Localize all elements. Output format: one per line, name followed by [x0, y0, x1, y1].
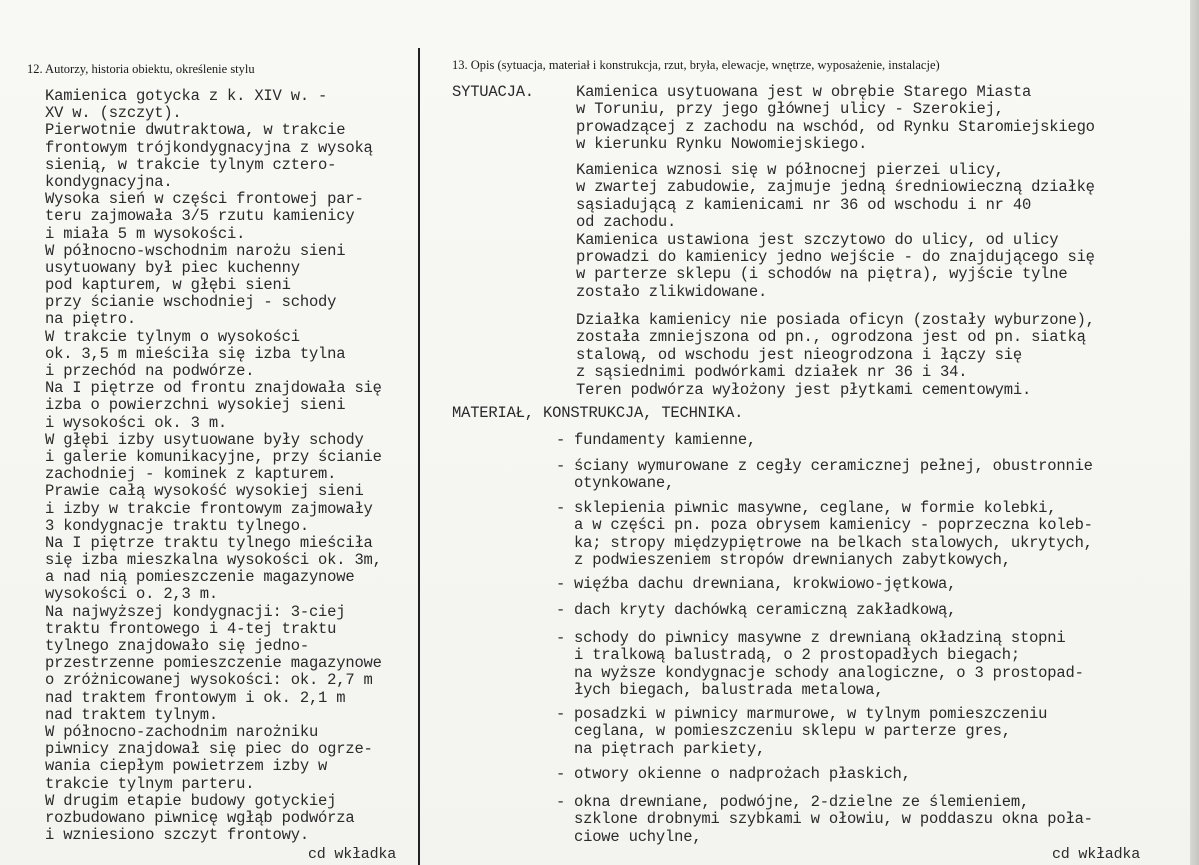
text-line: została zmniejszona od pn., ogrodzona jest od pn. siatką: [576, 328, 1086, 347]
text-line: ciowe uchylne,: [574, 827, 702, 846]
list-dash: -: [556, 457, 566, 475]
text-line: prowadzi do kamienicy jedno wejście - do znajdującego się: [576, 247, 1095, 266]
text-line: stalową, od wschodu jest nieogrodzona i łączy się: [576, 345, 1022, 364]
history-line: W drugim etapie budowy gotyckiej: [45, 791, 337, 810]
left-continuation-note: cd wkładka: [308, 846, 397, 863]
history-line: i wzniesiono szczyt frontowy.: [45, 826, 309, 845]
text-line: na piętrach parkiety,: [574, 739, 766, 758]
history-line: rozbudowano piwnicę wgłąb podwórza: [45, 808, 355, 827]
history-line: Wysoka sień w części frontowej par-: [45, 190, 364, 209]
list-dash: -: [556, 601, 566, 619]
list-item-text: [574, 602, 956, 619]
text-line: Działka kamienicy nie posiada oficyn (zostały wyburzone),: [576, 311, 1095, 329]
text-line: Kamienica usytuowana jest w obrębie Starego Miasta: [576, 83, 1032, 101]
section-13-header: 13. Opis (sytuacja, materiał i konstrukcja, rzut, bryła, elewacje, wnętrze, wyposażenie, instalacje): [452, 58, 940, 72]
history-line: i izby w trakcie frontowym zajmowały: [45, 499, 373, 518]
history-line: 3 kondygnacje traktu tylnego.: [45, 516, 309, 535]
material-label: MATERIAŁ, KONSTRUKCJA, TECHNIKA.: [452, 404, 744, 422]
history-line: piwnicy znajdował się piec do ogrze-: [45, 740, 373, 759]
text-line: ściany wymurowane z cegły ceramicznej pełnej, obustronnie: [574, 457, 1093, 475]
text-line: a w części pn. poza obrysem kamienicy - poprzeczna koleb-: [574, 516, 1093, 535]
text-line: dach kryty dachówką ceramiczną zakładkową,: [574, 601, 957, 619]
text-line: schody do piwnicy masywne z drewnianą okładziną stopni: [574, 629, 1066, 647]
situation-paragraph: [576, 312, 1095, 399]
history-text: [45, 88, 382, 844]
history-line: i galerie komunikacyjne, przy ścianie: [45, 447, 382, 466]
text-line: w parterze sklepu (i schodów na piętra), wyjście tylne: [576, 265, 1068, 284]
history-line: i miała 5 m wysokości.: [45, 224, 246, 243]
history-line: Na I piętrze traktu tylnego mieściła: [45, 533, 373, 552]
list-item-text: [574, 432, 756, 449]
history-line: się izba mieszkalna wysokości ok. 3m,: [45, 551, 382, 570]
text-line: więźba dachu drewniana, krokwiowo-jętkowa,: [574, 575, 957, 593]
text-line: posadzki w piwnicy marmurowe, w tylnym pomieszczeniu: [574, 705, 1048, 723]
history-line: W głębi izby usytuowane były schody: [45, 430, 364, 449]
list-item-text: [574, 794, 1093, 846]
list-dash: -: [556, 629, 566, 647]
list-dash: -: [556, 705, 566, 723]
list-dash: -: [556, 499, 566, 517]
history-line: izba o powierzchni wysokiej sieni: [45, 396, 346, 415]
history-line: nad traktem tylnym.: [45, 705, 218, 724]
history-line: W północno-zachodnim narożniku: [45, 722, 319, 741]
text-line: i tralkową balustradą, o 2 prostopadłych biegach;: [574, 646, 1020, 665]
history-line: przy ścianie wschodniej - schody: [45, 293, 337, 312]
history-line: wysokości o. 2,3 m.: [45, 585, 218, 604]
history-line: frontowym trójkondygnacyjna z wysoką: [45, 138, 373, 157]
history-line: zachodniej - kominek z kapturem.: [45, 465, 337, 484]
list-item-text: [574, 706, 1047, 758]
history-line: ok. 3,5 m mieściła się izba tylna: [45, 344, 346, 363]
history-line: sienią, w trakcie tylnym cztero-: [45, 155, 337, 174]
list-item-text: [574, 630, 1084, 700]
text-line: sklepienia piwnic masywne, ceglane, w formie kolebki,: [574, 499, 1057, 517]
text-line: szklone drobnymi szybkami w ołowiu, w poddaszu okna poła-: [574, 810, 1093, 829]
text-line: otynkowane,: [574, 474, 675, 493]
list-dash: -: [556, 575, 566, 593]
list-dash: -: [556, 765, 566, 783]
history-line: i przechód na podwórze.: [45, 362, 255, 380]
history-line: na piętro.: [45, 310, 137, 329]
text-line: zostało zlikwidowane.: [576, 282, 768, 301]
history-line: Prawie całą wysokość wysokiej sieni: [45, 482, 364, 501]
history-line: usytuowany był piec kuchenny: [45, 258, 300, 277]
history-line: W północno-wschodnim narożu sieni: [45, 241, 346, 260]
history-line: pod kapturem, w głębi sieni: [45, 276, 291, 295]
text-line: w Toruniu, przy jego głównej ulicy - Szerokiej,: [576, 100, 1004, 119]
history-line: Kamienica gotycka z k. XIV w. -: [45, 87, 328, 105]
text-line: prowadzącej z zachodu na wschód, od Rynku Staromiejskiego: [576, 117, 1095, 136]
text-line: łych biegach, balustrada metalowa,: [574, 681, 884, 700]
text-line: ceglana, w pomieszczeniu sklepu w parterze gres,: [574, 722, 1011, 741]
text-line: Kamienica ustawiona jest szczytowo do ulicy, od ulicy: [576, 230, 1059, 249]
history-line: Pierwotnie dwutraktowa, w trakcie: [45, 121, 346, 140]
text-line: ka; stropy międzypiętrowe na belkach stalowych, ukrytych,: [574, 533, 1093, 552]
text-line: Kamienica wznosi się w północnej pierzei ulicy,: [576, 161, 1004, 179]
situation-paragraph: [576, 84, 1095, 154]
list-item-text: [574, 500, 1093, 570]
history-line: teru zajmowała 3/5 rzutu kamienicy: [45, 207, 355, 226]
text-line: w zwartej zabudowie, zajmuje jedną średniowieczną działkę: [576, 178, 1095, 197]
text-line: okna drewniane, podwójne, 2-dzielne ze ślemieniem,: [574, 793, 1030, 811]
text-line: w kierunku Rynku Nowomiejskiego.: [576, 135, 868, 154]
history-line: kondygnacyjna.: [45, 172, 173, 191]
history-line: o zróżnicowanej wysokości: ok. 2,7 m: [45, 671, 373, 690]
page-edge: [1190, 0, 1199, 865]
list-item-text: [574, 766, 911, 783]
history-line: a nad nią pomieszczenie magazynowe: [45, 568, 355, 587]
list-item-text: [574, 458, 1093, 493]
history-line: traktu frontowego i 4-tej traktu: [45, 619, 337, 638]
list-item-text: [574, 576, 956, 593]
history-line: przestrzenne pomieszczenie magazynowe: [45, 654, 382, 673]
text-line: Teren podwórza wyłożony jest płytkami cementowymi.: [576, 380, 1032, 399]
history-line: trakcie tylnym parteru.: [45, 774, 255, 793]
text-line: z podwieszeniem stropów drewnianych zabytkowych,: [574, 551, 1011, 570]
text-line: od zachodu.: [576, 213, 677, 232]
history-line: Na najwyższej kondygnacji: 3-ciej: [45, 602, 346, 621]
situation-label: SYTUACJA.: [452, 83, 534, 101]
section-12-header: 12. Autorzy, historia obiektu, określenie stylu: [27, 62, 255, 76]
list-dash: -: [556, 793, 566, 811]
history-line: wania ciepłym powietrzem izby w: [45, 757, 328, 776]
list-dash: -: [556, 431, 566, 449]
history-line: tylnego znajdowało się jedno-: [45, 637, 309, 655]
history-line: W trakcie tylnym o wysokości: [45, 327, 300, 346]
situation-paragraph: [576, 162, 1095, 301]
text-line: z sąsiednimi podwórkami działek nr 36 i 34.: [576, 363, 968, 382]
text-line: sąsiadującą z kamienicami nr 36 od wschodu i nr 40: [576, 195, 1032, 214]
history-line: XV w. (szczyt).: [45, 104, 182, 123]
history-line: i wysokości ok. 3 m.: [45, 413, 228, 432]
right-continuation-note: cd wkładka: [1052, 846, 1141, 863]
text-line: otwory okienne o nadprożach płaskich,: [574, 765, 911, 783]
history-line: Na I piętrze od frontu znajdowała się: [45, 379, 382, 398]
text-line: fundamenty kamienne,: [574, 431, 757, 449]
column-divider: [418, 48, 420, 865]
text-line: na wyższe kondygnacje schody analogiczne, o 3 prostopad-: [574, 663, 1084, 682]
history-line: nad traktem frontowym i ok. 2,1 m: [45, 688, 346, 707]
